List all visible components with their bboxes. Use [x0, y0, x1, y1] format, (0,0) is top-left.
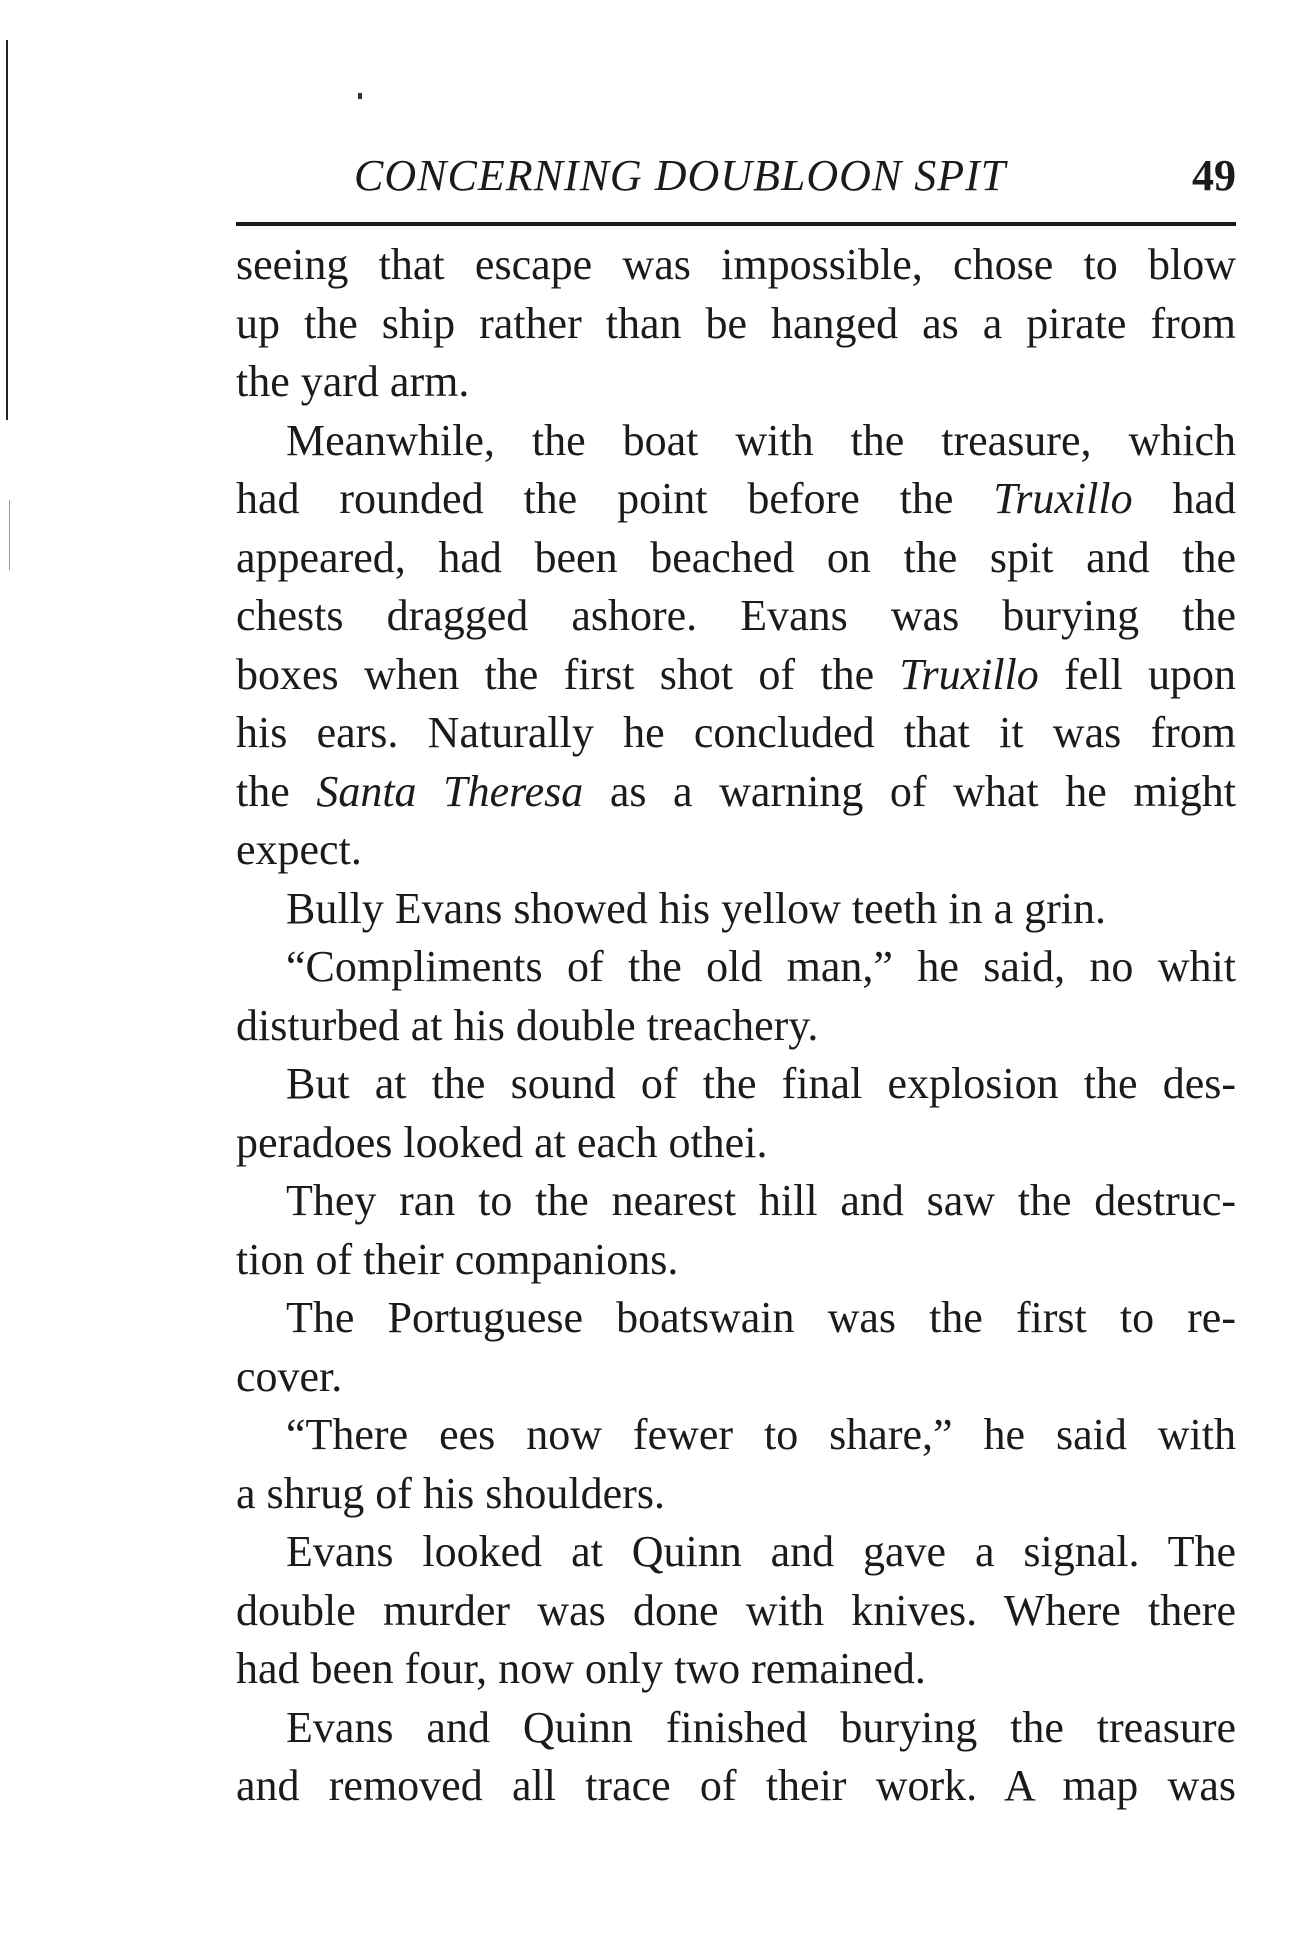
text-line: “There ees now fewer to share,” he said with [286, 1410, 1236, 1459]
paragraph [236, 1289, 1236, 1406]
scan-edge-mark [6, 40, 8, 420]
text-line: The Portuguese boatswain was the first to re- [286, 1293, 1236, 1342]
text-line: chests dragged ashore. Evans was burying the [236, 591, 1236, 640]
text-line: Evans and Quinn finished burying the treasure [286, 1702, 1236, 1752]
text-line: had been four, now only two remained. [236, 1644, 926, 1693]
text-line: appeared, had been beached on the spit and the [236, 532, 1236, 582]
text-line: boxes when the first shot of the Truxillo fell upon [236, 649, 1236, 699]
text-line: They ran to the nearest hill and saw the destruc- [286, 1176, 1236, 1225]
paragraph [236, 938, 1236, 1055]
text-line: “Compliments of the old man,” he said, no whit [286, 942, 1236, 991]
paragraph [236, 1406, 1236, 1523]
page-number: 49 [1192, 151, 1236, 200]
text-line: expect. [236, 825, 362, 874]
text-line: and removed all trace of their work. A map was [236, 1761, 1236, 1810]
paragraph [236, 1523, 1236, 1699]
text-line: But at the sound of the final explosion the des- [286, 1059, 1236, 1108]
text-line: the yard arm. [236, 357, 470, 406]
text-line: cover. [236, 1351, 343, 1401]
text-line: his ears. Naturally he concluded that it was from [236, 708, 1236, 757]
paragraph [236, 880, 1236, 939]
running-head [236, 150, 1236, 210]
text-line: seeing that escape was impossible, chose to blow [236, 240, 1236, 289]
text-line: peradoes looked at each othei. [236, 1117, 768, 1167]
header-rule [236, 222, 1236, 226]
italic-title: Truxillo [899, 649, 1039, 699]
paragraph [236, 1699, 1236, 1816]
paragraph [236, 1172, 1236, 1289]
text-line: the Santa Theresa as a warning of what he might [236, 766, 1236, 816]
running-title: CONCERNING DOUBLOON SPIT [354, 151, 1007, 200]
text-line: a shrug of his shoulders. [236, 1468, 665, 1518]
paragraph [236, 236, 1236, 412]
text-line: double murder was done with knives. Where there [236, 1585, 1236, 1635]
scan-speck [358, 93, 362, 99]
paragraph [236, 1055, 1236, 1172]
text-line: tion of their companions. [236, 1234, 679, 1284]
text-line: had rounded the point before the Truxillo had [236, 474, 1237, 523]
text-line: Meanwhile, the boat with the treasure, which [286, 415, 1236, 465]
text-line: Bully Evans showed his yellow teeth in a grin. [286, 883, 1106, 933]
text-line: up the ship rather than be hanged as a pirate from [236, 298, 1236, 348]
italic-title: Truxillo [993, 474, 1133, 523]
italic-title: Santa Theresa [316, 766, 584, 816]
text-line: Evans looked at Quinn and gave a signal. The [286, 1527, 1236, 1576]
text-line: disturbed at his double treachery. [236, 1000, 819, 1050]
scan-edge-mark-faint [9, 500, 10, 570]
paragraph [236, 412, 1236, 880]
body-text [236, 236, 1236, 1816]
